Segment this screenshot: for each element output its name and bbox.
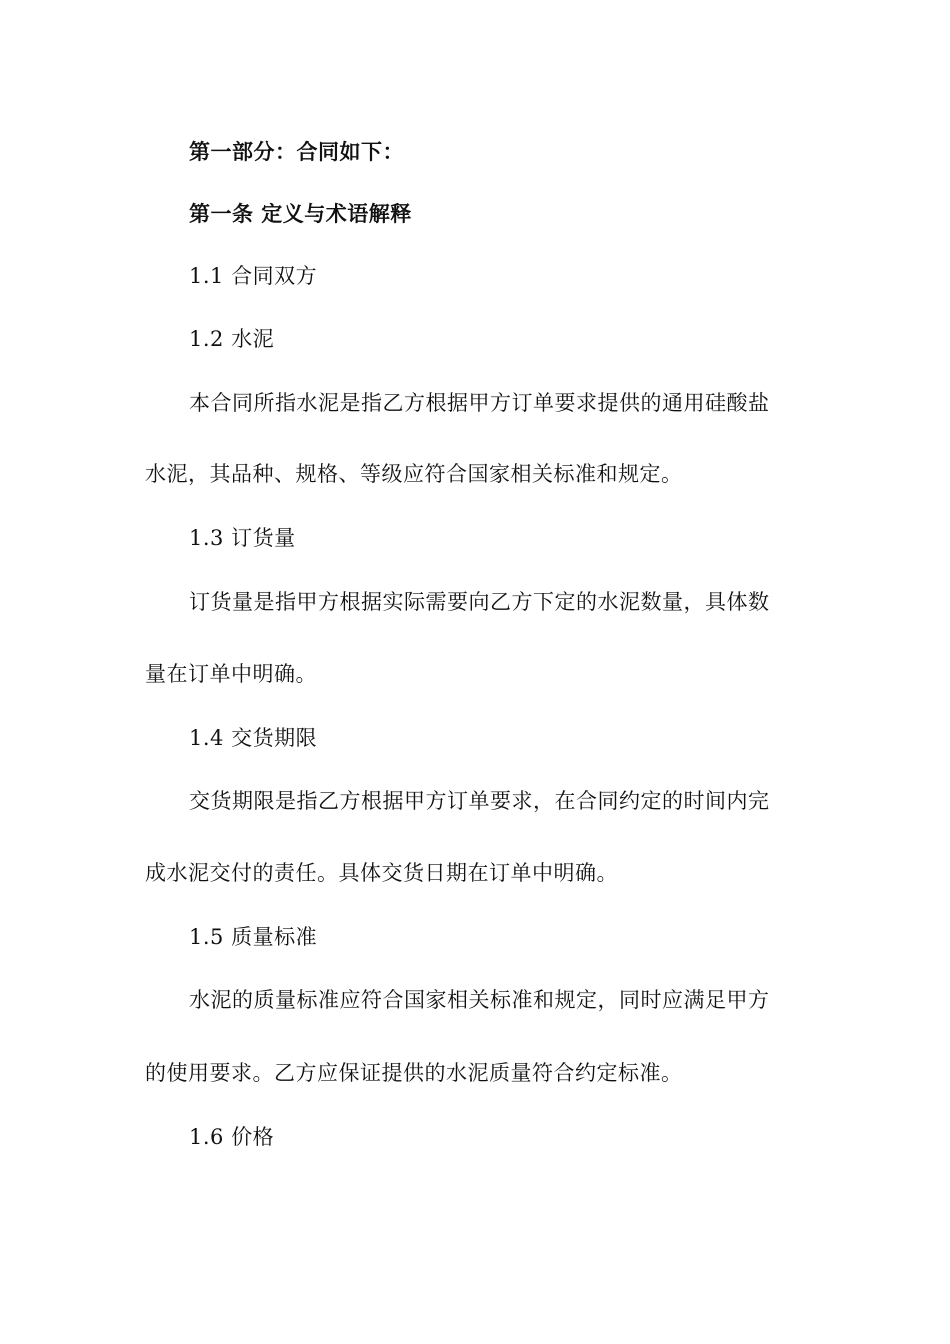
paragraph-1-3-line-2: 量在订单中明确。	[145, 662, 317, 686]
paragraph-1-4-line-2: 成水泥交付的责任。具体交货日期在订单中明确。	[145, 861, 618, 885]
section-heading-1-5: 1.5 质量标准	[189, 925, 318, 949]
section-heading-1-2: 1.2 水泥	[189, 327, 275, 351]
section-heading-1-1: 1.1 合同双方	[189, 264, 318, 288]
article-heading: 第一条 定义与术语解释	[189, 201, 412, 226]
section-heading-1-3: 1.3 订货量	[189, 526, 296, 550]
section-heading-1-4: 1.4 交货期限	[189, 726, 318, 750]
section-heading-1-6: 1.6 价格	[189, 1125, 275, 1149]
paragraph-1-5-line-2: 的使用要求。乙方应保证提供的水泥质量符合约定标准。	[145, 1061, 683, 1085]
paragraph-1-5-line-1: 水泥的质量标准应符合国家相关标准和规定，同时应满足甲方	[189, 988, 770, 1012]
part-heading: 第一部分：合同如下：	[189, 139, 404, 164]
paragraph-1-2-line-1: 本合同所指水泥是指乙方根据甲方订单要求提供的通用硅酸盐	[189, 391, 770, 415]
paragraph-1-4-line-1: 交货期限是指乙方根据甲方订单要求，在合同约定的时间内完	[189, 789, 770, 813]
paragraph-1-3-line-1: 订货量是指甲方根据实际需要向乙方下定的水泥数量，具体数	[189, 590, 770, 614]
paragraph-1-2-line-2: 水泥，其品种、规格、等级应符合国家相关标准和规定。	[145, 462, 683, 486]
